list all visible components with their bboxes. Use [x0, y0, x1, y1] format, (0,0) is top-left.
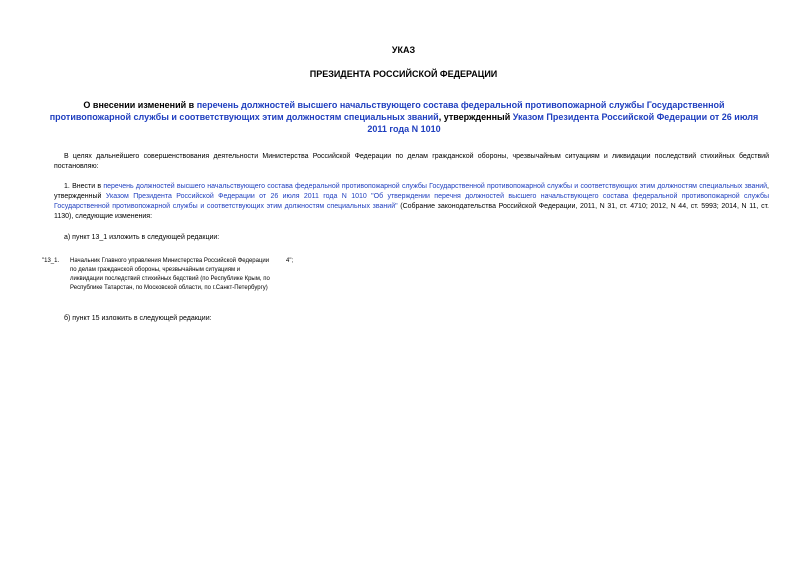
preamble-text: В целях дальнейшего совершенствования деятельности Министерства Российской Федерации по делам гражданской обороны, чрезвычайным ситуациям и ликвидации последствий стихийных бедствий постановляю:: [54, 153, 769, 170]
row-13-1-number: "13_1.: [42, 258, 60, 264]
item-1-paragraph: [54, 182, 769, 222]
sub-item-a: а) пункт 13_1 изложить в следующей редакции:: [64, 234, 220, 241]
document-subject: [48, 99, 760, 135]
row-13-1-description: Начальник Главного управления Министерства Российской Федерации по делам гражданской обороны, чрезвычайным ситуациям и ликвидации последствий стихийных бедствий (по Республике Крым, по Республике Татарстан, по Московской области, по г.Санкт-Петербургу): [70, 258, 270, 291]
item-1-suffix: (Собрание законодательства Российской Федерации, 2011, N 31, ст. 4710; 2012, N 44, ст. 5993; 2014, N 11, ст. 1130), следующие изменения:: [54, 203, 769, 220]
document-issuer: ПРЕЗИДЕНТА РОССИЙСКОЙ ФЕДЕРАЦИИ: [309, 69, 498, 79]
row-13-1-value: 4";: [286, 258, 294, 264]
item-1-mid: , утвержденный: [54, 183, 769, 200]
subject-link-list[interactable]: перечень должностей высшего начальствующего состава федеральной противопожарной службы Государственной противопожарной службы и соответствующих этим должностям специальных званий: [49, 100, 725, 122]
subject-link-decree[interactable]: Указом Президента Российской Федерации от 26 июля 2011 года N 1010: [367, 112, 759, 134]
subject-mid: , утвержденный: [438, 112, 513, 122]
sub-item-b: б) пункт 15 изложить в следующей редакции:: [64, 315, 212, 322]
preamble-paragraph: [54, 152, 769, 172]
document-title: УКАЗ: [391, 45, 416, 55]
item-1-link-list[interactable]: перечень должностей высшего начальствующего состава федеральной противопожарной службы Государственной противопожарной службы и соответствующих этим должностям специальных званий: [103, 183, 768, 190]
item-1-prefix: 1. Внести в: [64, 183, 104, 190]
subject-prefix: О внесении изменений в: [83, 100, 197, 110]
item-1-link-decree[interactable]: Указом Президента Российской Федерации от 26 июля 2011 года N 1010 "Об утверждении перечня должностей высшего начальствующего состава федеральной противопожарной службы Государственной противопожарной службы и соответствующих этим должностям специальных званий": [54, 193, 769, 210]
